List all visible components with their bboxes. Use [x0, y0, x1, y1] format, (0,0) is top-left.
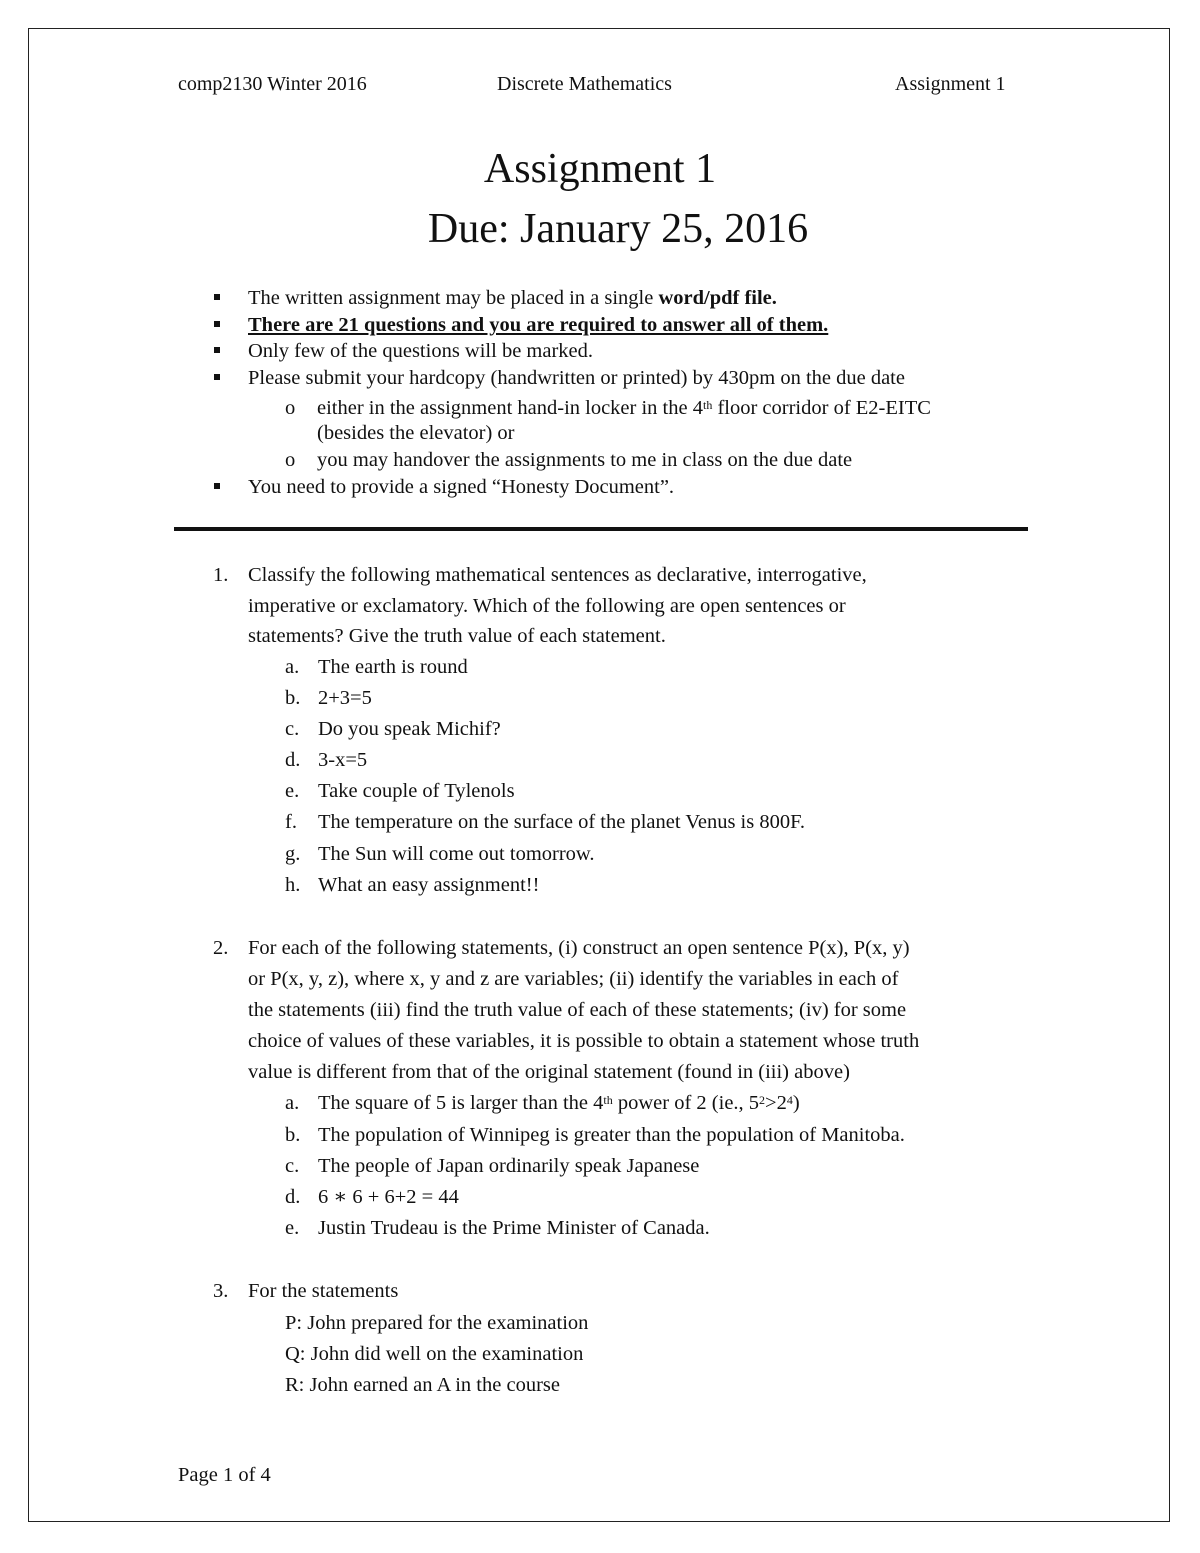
instruction-1-bold: word/pdf file.: [658, 287, 777, 309]
q2-item-label: d.: [285, 1186, 301, 1208]
q3-statement-q: Q: John did well on the examination: [285, 1343, 584, 1365]
instruction-4: Please submit your hardcopy (handwritten or printed) by 430pm on the due date: [248, 367, 905, 389]
bullet-square-icon: [214, 347, 220, 353]
q2-line4: choice of values of these variables, it is possible to obtain a statement whose truth: [248, 1030, 920, 1052]
q2a-sup1: th: [603, 1093, 613, 1107]
q1-item-label: b.: [285, 687, 301, 709]
instruction-4-sub-2: you may handover the assignments to me in class on the due date: [317, 449, 853, 471]
q2-item-text: 6 ∗ 6 + 6+2 = 44: [318, 1186, 459, 1208]
q3-statement-p: P: John prepared for the examination: [285, 1312, 589, 1334]
sub-bullet-marker: o: [285, 449, 296, 471]
q1-item-text: Do you speak Michif?: [318, 718, 501, 740]
header-subject: Discrete Mathematics: [497, 73, 672, 95]
q1-item-text: Take couple of Tylenols: [318, 780, 515, 802]
sub1-text-b: floor corridor of E2-EITC: [712, 397, 931, 419]
q2-item-a-text: [318, 1090, 800, 1116]
q2-line1: For each of the following statements, (i) construct an open sentence P(x), P(x, y): [248, 937, 910, 959]
q1-item-text: 2+3=5: [318, 687, 372, 709]
header-course: comp2130 Winter 2016: [178, 73, 367, 95]
q1-item-label: e.: [285, 780, 300, 802]
q1-item-text: 3-x=5: [318, 749, 368, 771]
header-doc: Assignment 1: [895, 73, 1006, 95]
q2-item-label: b.: [285, 1124, 301, 1146]
q1-line3: statements? Give the truth value of each statement.: [248, 625, 666, 647]
q2a-part3: >2: [765, 1092, 787, 1114]
bullet-square-icon: [214, 294, 220, 300]
bullet-square-icon: [214, 374, 220, 380]
instruction-4-sub-1: [317, 395, 931, 421]
q2-item-text: The people of Japan ordinarily speak Japanese: [318, 1155, 700, 1177]
q2-item-label: e.: [285, 1217, 300, 1239]
q2-number: 2.: [213, 937, 229, 959]
q2a-part1: The square of 5 is larger than the 4: [318, 1092, 604, 1114]
bullet-square-icon: [214, 321, 220, 327]
q2a-sup2: 2: [759, 1093, 766, 1107]
instruction-3: Only few of the questions will be marked.: [248, 340, 594, 362]
q1-number: 1.: [213, 564, 229, 586]
q2-item-label: a.: [285, 1092, 300, 1114]
q2-line2: or P(x, y, z), where x, y and z are variables; (ii) identify the variables in each of: [248, 968, 899, 990]
sub1-text-a: either in the assignment hand-in locker in the 4: [317, 397, 703, 419]
q1-line2: imperative or exclamatory. Which of the following are open sentences or: [248, 595, 846, 617]
q2a-part4: ): [792, 1092, 800, 1114]
q1-item-label: f.: [285, 811, 297, 833]
title-line2: Due: January 25, 2016: [427, 206, 809, 252]
instruction-4-sub-1-line2: (besides the elevator) or: [317, 422, 515, 444]
q1-item-text: The earth is round: [318, 656, 468, 678]
q1-item-label: a.: [285, 656, 300, 678]
q3-statement-r: R: John earned an A in the course: [285, 1374, 560, 1396]
instruction-1: [248, 285, 777, 311]
q1-item-text: The temperature on the surface of the planet Venus is 800F.: [318, 811, 805, 833]
instruction-1-text: The written assignment may be placed in a single: [248, 287, 659, 309]
q2-line3: the statements (iii) find the truth value of each of these statements; (iv) for some: [248, 999, 907, 1021]
title-text: Assignment 1: [483, 146, 717, 192]
q2a-part2: power of 2 (ie., 5: [612, 1092, 760, 1114]
q2-line5: value is different from that of the original statement (found in (iii) above): [248, 1061, 850, 1083]
section-divider: [174, 527, 1028, 531]
instruction-2: There are 21 questions and you are required to answer all of them.: [248, 314, 829, 336]
q1-item-label: d.: [285, 749, 301, 771]
q1-item-label: g.: [285, 843, 301, 865]
sub1-sup: th: [702, 398, 713, 412]
q2-item-text: The population of Winnipeg is greater than the population of Manitoba.: [318, 1124, 905, 1146]
q1-item-text: What an easy assignment!!: [318, 874, 540, 896]
q1-item-label: h.: [285, 874, 301, 896]
q1-item-label: c.: [285, 718, 300, 740]
bullet-square-icon: [214, 483, 220, 489]
q1-item-text: The Sun will come out tomorrow.: [318, 843, 595, 865]
sub-bullet-marker: o: [285, 397, 296, 419]
title-line1: [0, 145, 1200, 193]
q2-item-text: Justin Trudeau is the Prime Minister of Canada.: [318, 1217, 710, 1239]
q3-line1: For the statements: [248, 1280, 399, 1302]
instruction-5: You need to provide a signed “Honesty Document”.: [248, 476, 675, 498]
q2-item-label: c.: [285, 1155, 300, 1177]
q1-line1: Classify the following mathematical sentences as declarative, interrogative,: [248, 564, 867, 586]
q2a-sup3: 4: [786, 1093, 793, 1107]
page-number: Page 1 of 4: [178, 1464, 271, 1486]
q3-number: 3.: [213, 1280, 229, 1302]
